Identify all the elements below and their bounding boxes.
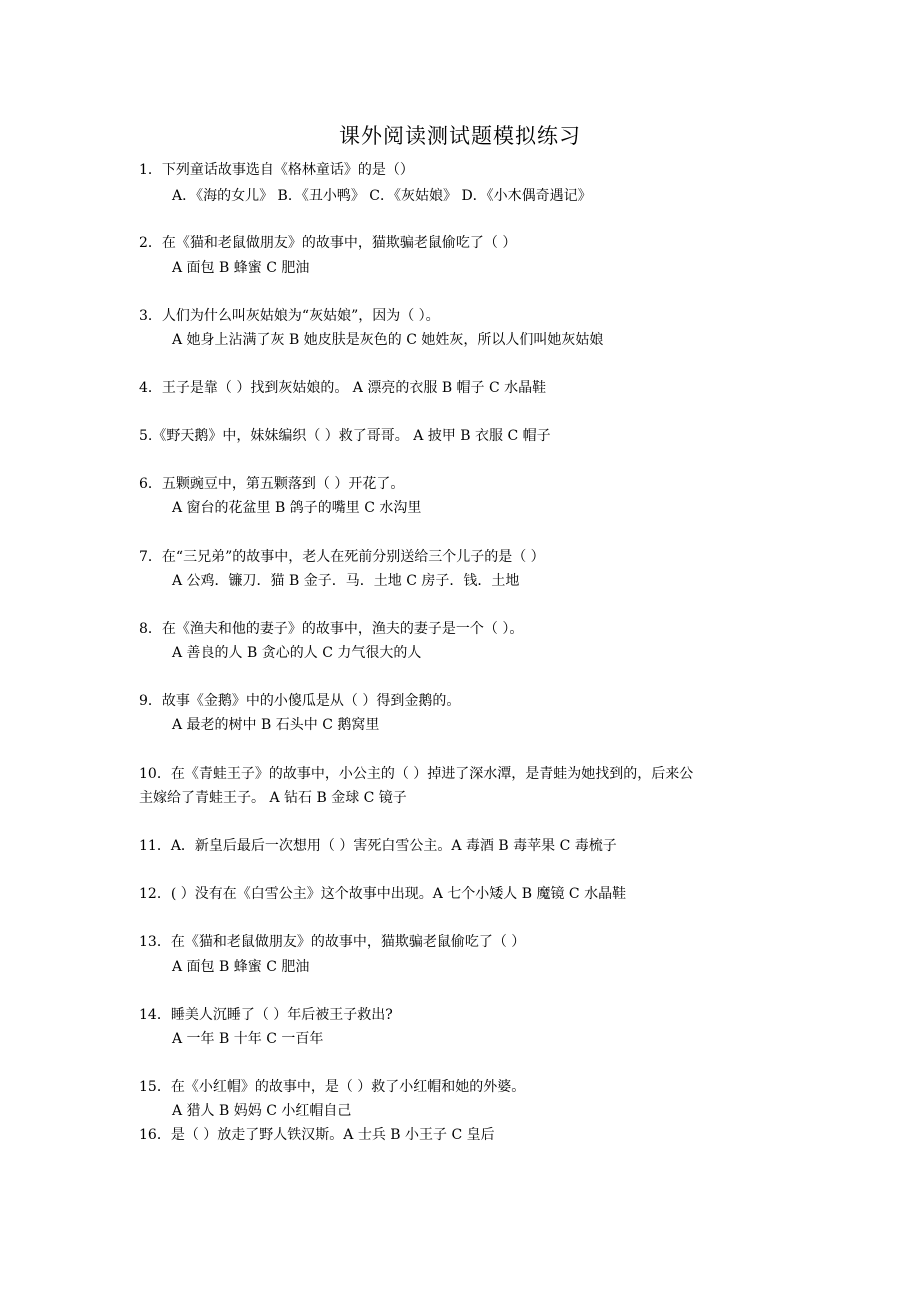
question-10: 10．在《青蛙王子》的故事中，小公主的（ ）掉进了深水潭，是青蛙为她找到的，后来公	[139, 766, 694, 782]
question-9: 9．故事《金鹅》中的小傻瓜是从（ ）得到金鹅的。	[139, 693, 461, 709]
page-title: 课外阅读测试题模拟练习	[339, 124, 581, 148]
question-13: 13．在《猫和老鼠做朋友》的故事中，猫欺骗老鼠偷吃了（ ）	[139, 934, 526, 950]
question-12: 12．( ）没有在《白雪公主》这个故事中出现。A 七个小矮人 B 魔镜 C 水晶鞋	[139, 886, 627, 902]
question-15-options: A 猎人 B 妈妈 C 小红帽自己	[172, 1103, 352, 1119]
question-14: 14．睡美人沉睡了（ ）年后被王子救出?	[139, 1007, 393, 1023]
question-8-options: A 善良的人 B 贪心的人 C 力气很大的人	[172, 645, 422, 661]
question-6-options: A 窗台的花盆里 B 鸽子的嘴里 C 水沟里	[172, 500, 422, 516]
question-14-options: A 一年 B 十年 C 一百年	[172, 1031, 324, 1047]
question-7-options: A 公鸡．镰刀．猫 B 金子．马．土地 C 房子．钱．土地	[172, 573, 520, 589]
question-4: 4．王子是靠（ ）找到灰姑娘的。 A 漂亮的衣服 B 帽子 C 水晶鞋	[139, 380, 547, 396]
question-2-options: A 面包 B 蜂蜜 C 肥油	[172, 260, 310, 276]
question-5: 5.《野天鹅》中，妹妹编织（ ）救了哥哥。 A 披甲 B 衣服 C 帽子	[139, 428, 551, 444]
question-8: 8．在《渔夫和他的妻子》的故事中，渔夫的妻子是一个（ ）。	[139, 621, 524, 637]
question-1: 1．下列童话故事选自《格林童话》的是（）	[139, 162, 414, 178]
question-1-options: A．《海的女儿》 B．《丑小鸭》 C．《灰姑娘》 D．《小木偶奇遇记》	[172, 188, 592, 204]
question-16: 16．是（ ）放走了野人铁汉斯。A 士兵 B 小王子 C 皇后	[139, 1127, 495, 1143]
question-3: 3．人们为什么叫灰姑娘为“灰姑娘”，因为（ ）。	[139, 308, 440, 324]
question-10-continued: 主嫁给了青蛙王子。 A 钻石 B 金球 C 镜子	[139, 790, 407, 806]
question-11: 11．A．新皇后最后一次想用（ ）害死白雪公主。A 毒酒 B 毒苹果 C 毒梳子	[139, 838, 617, 854]
question-9-options: A 最老的树中 B 石头中 C 鹅窝里	[172, 717, 380, 733]
question-15: 15．在《小红帽》的故事中，是（ ）救了小红帽和她的外婆。	[139, 1079, 526, 1095]
question-13-options: A 面包 B 蜂蜜 C 肥油	[172, 959, 310, 975]
question-6: 6．五颗豌豆中，第五颗落到（ ）开花了。	[139, 476, 405, 492]
question-7: 7．在“三兄弟”的故事中，老人在死前分别送给三个儿子的是（ ）	[139, 549, 545, 565]
question-2: 2．在《猫和老鼠做朋友》的故事中，猫欺骗老鼠偷吃了（ ）	[139, 235, 517, 251]
question-3-options: A 她身上沾满了灰 B 她皮肤是灰色的 C 她姓灰，所以人们叫她灰姑娘	[172, 332, 604, 348]
